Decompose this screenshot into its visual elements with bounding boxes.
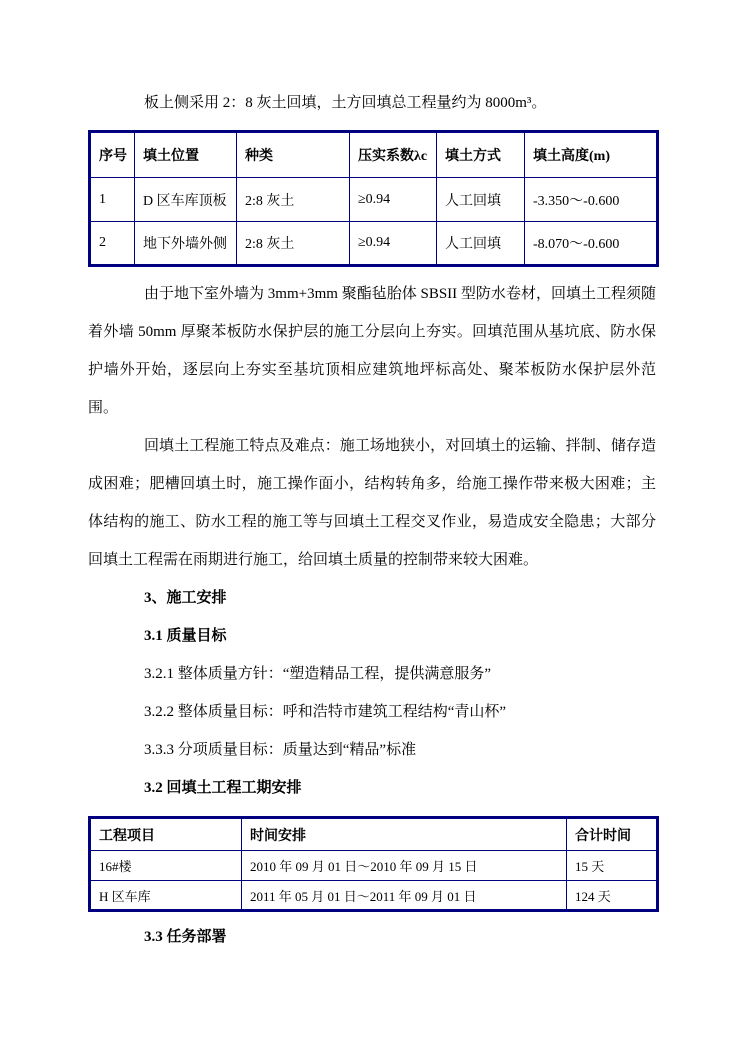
item-quality-target: 3.2.2 整体质量目标：呼和浩特市建筑工程结构“青山杯” <box>144 704 507 720</box>
cell: 2 <box>90 222 135 266</box>
cell: 124 天 <box>567 881 658 911</box>
body-paragraph-waterproof: 由于地下室外墙为 3mm+3mm 聚酯毡胎体 SBSII 型防水卷材，回填土工程须随着外墙 50mm 厚聚苯板防水保护层的施工分层向上夯实。回填范围从基坑底、防水保护墙外开始，逐层向上夯实至基坑顶相应建筑地坪标高处、聚苯板防水保护层外范围。 <box>88 286 656 416</box>
cell: 16#楼 <box>90 851 242 881</box>
column-header: 填土位置 <box>135 132 237 178</box>
heading-quality-goal: 3.1 质量目标 <box>144 628 227 644</box>
column-header: 填土方式 <box>437 132 525 178</box>
column-header: 序号 <box>90 132 135 178</box>
item-quality-policy: 3.2.1 整体质量方针：“塑造精品工程，提供满意服务” <box>144 666 492 682</box>
cell: ≥0.94 <box>350 222 437 266</box>
table-row <box>90 178 658 222</box>
cell: 2:8 灰土 <box>237 222 350 266</box>
item-sub-quality-target: 3.3.3 分项质量目标：质量达到“精品”标准 <box>144 742 417 758</box>
cell: 1 <box>90 178 135 222</box>
cell: 人工回填 <box>437 222 525 266</box>
heading-construction-arrangement: 3、施工安排 <box>144 590 227 606</box>
column-header: 种类 <box>237 132 350 178</box>
heading-task-deployment: 3.3 任务部署 <box>144 929 227 945</box>
column-header: 填土高度(m) <box>525 132 658 178</box>
column-header: 工程项目 <box>90 818 242 851</box>
cell: -3.350～-0.600 <box>525 178 658 222</box>
table-row <box>90 222 658 266</box>
column-header: 合计时间 <box>567 818 658 851</box>
table-header-row <box>90 132 658 178</box>
cell: D 区车库顶板 <box>135 178 237 222</box>
table-row <box>90 851 658 881</box>
heading-schedule: 3.2 回填土工程工期安排 <box>144 780 302 796</box>
cell: 2010 年 09 月 01 日～2010 年 09 月 15 日 <box>242 851 567 881</box>
cell: 15 天 <box>567 851 658 881</box>
cell: 人工回填 <box>437 178 525 222</box>
table-row <box>90 881 658 911</box>
fill-spec-table <box>88 130 659 267</box>
cell: 地下外墙外侧 <box>135 222 237 266</box>
cell: ≥0.94 <box>350 178 437 222</box>
intro-paragraph: 板上侧采用 2：8 灰土回填，土方回填总工程量约为 8000m³。 <box>144 95 547 111</box>
cell: H 区车库 <box>90 881 242 911</box>
schedule-table <box>88 816 659 912</box>
cell: -8.070～-0.600 <box>525 222 658 266</box>
column-header: 时间安排 <box>242 818 567 851</box>
column-header: 压实系数λc <box>350 132 437 178</box>
body-paragraph-difficulties: 回填土工程施工特点及难点：施工场地狭小，对回填土的运输、拌制、储存造成困难；肥槽回填土时，施工操作面小，结构转角多，给施工操作带来极大困难；主体结构的施工、防水工程的施工等与回填土工程交叉作业，易造成安全隐患；大部分回填土工程需在雨期进行施工，给回填土质量的控制带来较大困难。 <box>88 438 656 568</box>
table-header-row <box>90 818 658 851</box>
cell: 2011 年 05 月 01 日～2011 年 09 月 01 日 <box>242 881 567 911</box>
cell: 2:8 灰土 <box>237 178 350 222</box>
